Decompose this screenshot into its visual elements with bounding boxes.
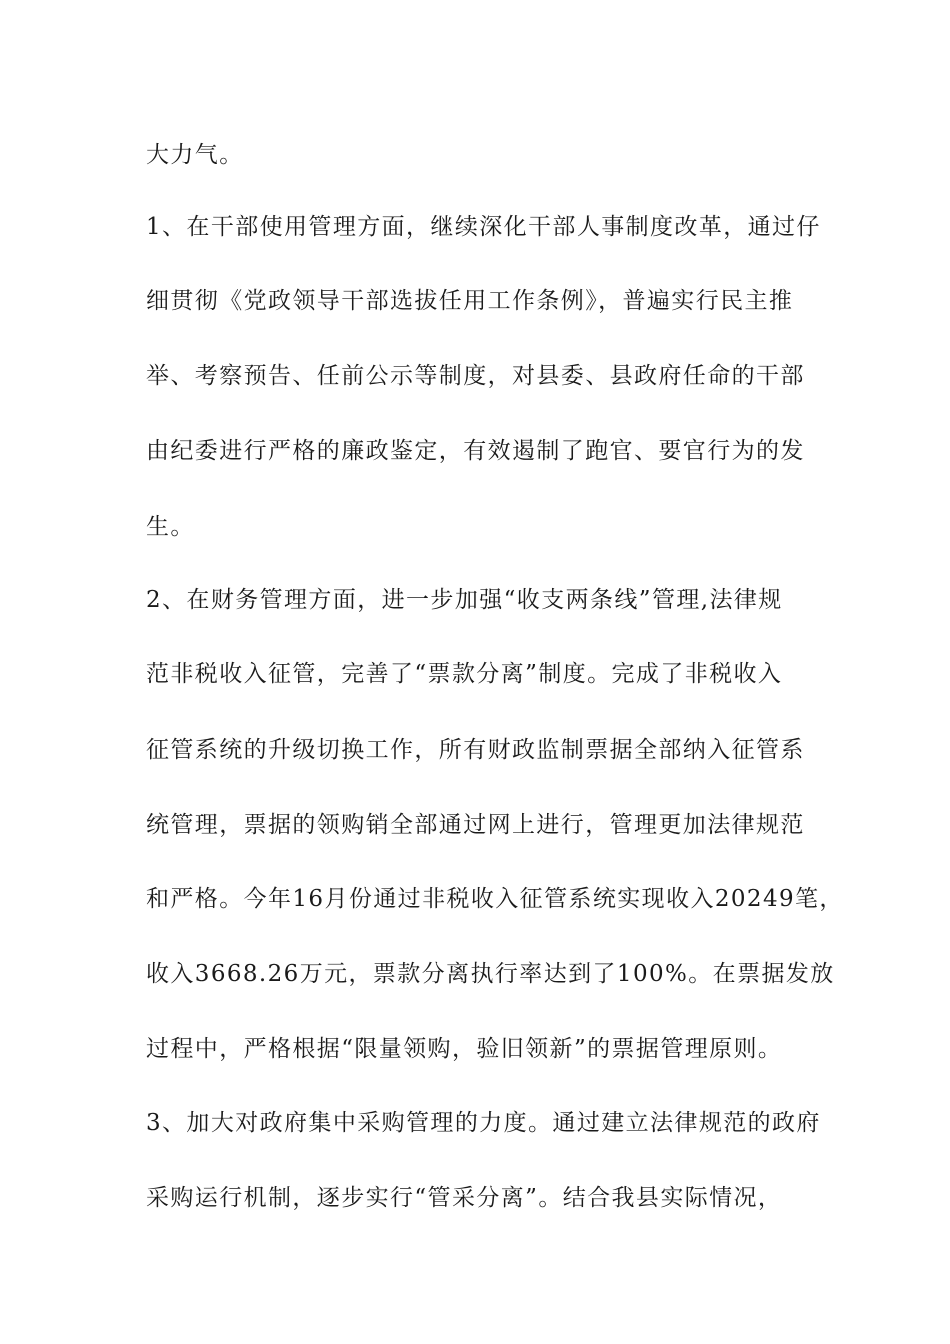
text-line-11: 和严格。今年16月份通过非税收入征管系统实现收入20249笔， xyxy=(146,886,844,912)
text-line-14: 3、加大对政府集中采购管理的力度。通过建立法律规范的政府 xyxy=(146,1110,821,1136)
text-line-5: 由纪委进行严格的廉政鉴定，有效遏制了跑官、要官行为的发 xyxy=(146,438,805,464)
text-line-12: 收入3668.26万元，票款分离执行率达到了100%。在票据发放 xyxy=(146,961,835,987)
text-line-13: 过程中，严格根据“限量领购，验旧领新”的票据管理原则。 xyxy=(146,1036,783,1062)
text-line-15: 采购运行机制，逐步实行“管采分离”。结合我县实际情况， xyxy=(146,1185,783,1211)
text-line-10: 统管理，票据的领购销全部通过网上进行，管理更加法律规范 xyxy=(146,812,805,838)
text-line-1: 大力气。 xyxy=(146,142,244,168)
text-line-6: 生。 xyxy=(146,514,195,540)
text-line-2: 1、在干部使用管理方面，继续深化干部人事制度改革，通过仔 xyxy=(146,214,821,240)
text-line-3: 细贯彻《党政领导干部选拔任用工作条例》，普遍实行民主推 xyxy=(146,288,794,314)
text-line-9: 征管系统的升级切换工作，所有财政监制票据全部纳入征管系 xyxy=(146,737,805,763)
text-line-4: 举、考察预告、任前公示等制度，对县委、县政府任命的干部 xyxy=(146,363,805,389)
text-line-8: 范非税收入征管，完善了“票款分离”制度。完成了非税收入 xyxy=(146,661,783,687)
text-line-7: 2、在财务管理方面，进一步加强“收支两条线”管理,法律规 xyxy=(146,587,783,613)
